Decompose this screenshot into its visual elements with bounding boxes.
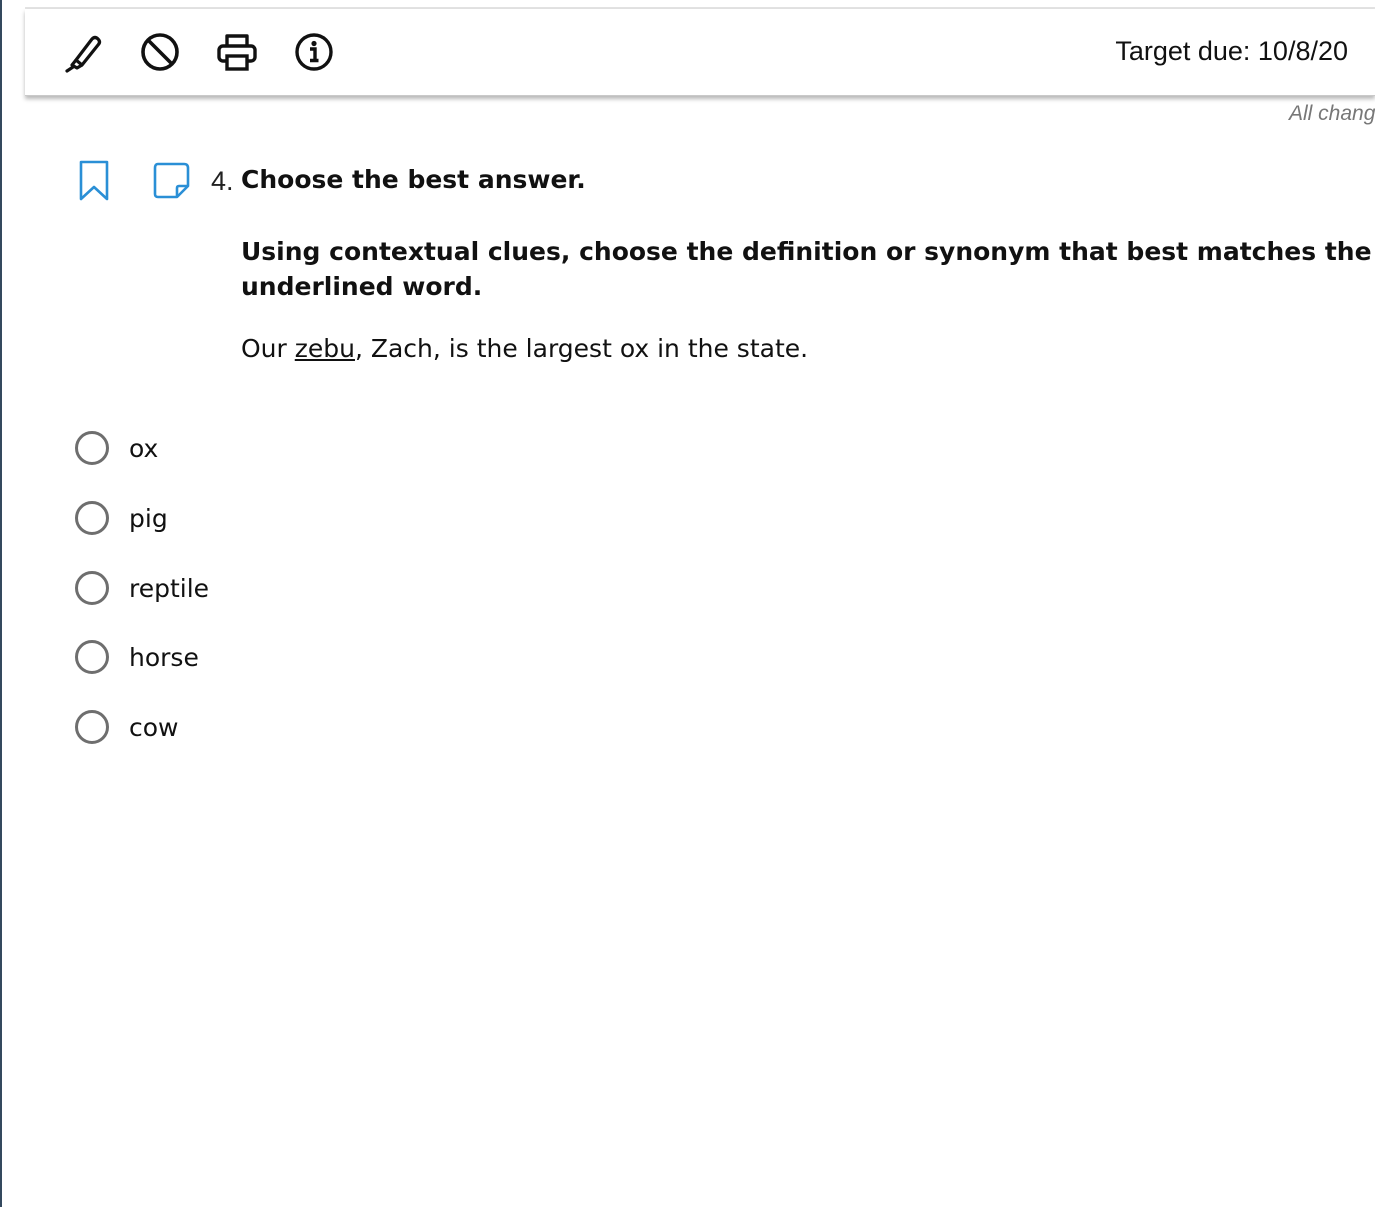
eliminate-answer-icon <box>139 31 181 73</box>
choice-label: pig <box>129 503 168 533</box>
question-stem <box>241 334 808 363</box>
print-button[interactable] <box>214 29 260 75</box>
toolbar <box>25 9 1375 96</box>
choice-label: horse <box>129 642 199 672</box>
answer-choice-pig[interactable] <box>74 496 168 540</box>
radio-button[interactable] <box>75 571 109 605</box>
question-title: Choose the best answer. <box>241 165 586 194</box>
target-due-date: Target due: 10/8/20 <box>1115 36 1348 66</box>
choice-label: ox <box>129 433 159 463</box>
info-button[interactable] <box>291 29 337 75</box>
bookmark-button[interactable] <box>78 160 110 207</box>
choice-label: cow <box>129 712 179 742</box>
highlighter-button[interactable] <box>60 29 106 75</box>
radio-button[interactable] <box>75 431 109 465</box>
stem-text-after: , Zach, is the largest ox in the state. <box>354 334 809 363</box>
question-instruction: Using contextual clues, choose the definition or synonym that best matches the underlined word. <box>241 237 1372 301</box>
radio-button[interactable] <box>75 640 109 674</box>
window-left-edge <box>0 0 2 1207</box>
underlined-word: zebu <box>294 334 355 363</box>
highlighter-icon <box>62 31 104 73</box>
radio-button[interactable] <box>75 710 109 744</box>
save-status: All chang <box>1289 102 1375 125</box>
answer-choice-ox[interactable] <box>74 426 158 470</box>
print-icon <box>216 31 258 73</box>
note-button[interactable] <box>153 162 191 205</box>
bookmark-icon <box>78 160 110 202</box>
answer-choice-reptile[interactable] <box>74 566 209 610</box>
stem-text-before: Our <box>241 334 295 363</box>
radio-button[interactable] <box>75 501 109 535</box>
question-number: 4. <box>211 166 234 196</box>
choice-label: reptile <box>129 573 210 603</box>
eliminate-answer-button[interactable] <box>137 29 183 75</box>
answer-choice-horse[interactable] <box>74 635 199 679</box>
answer-choice-cow[interactable] <box>74 705 179 749</box>
sticky-note-icon <box>153 162 191 200</box>
info-icon <box>293 31 335 73</box>
